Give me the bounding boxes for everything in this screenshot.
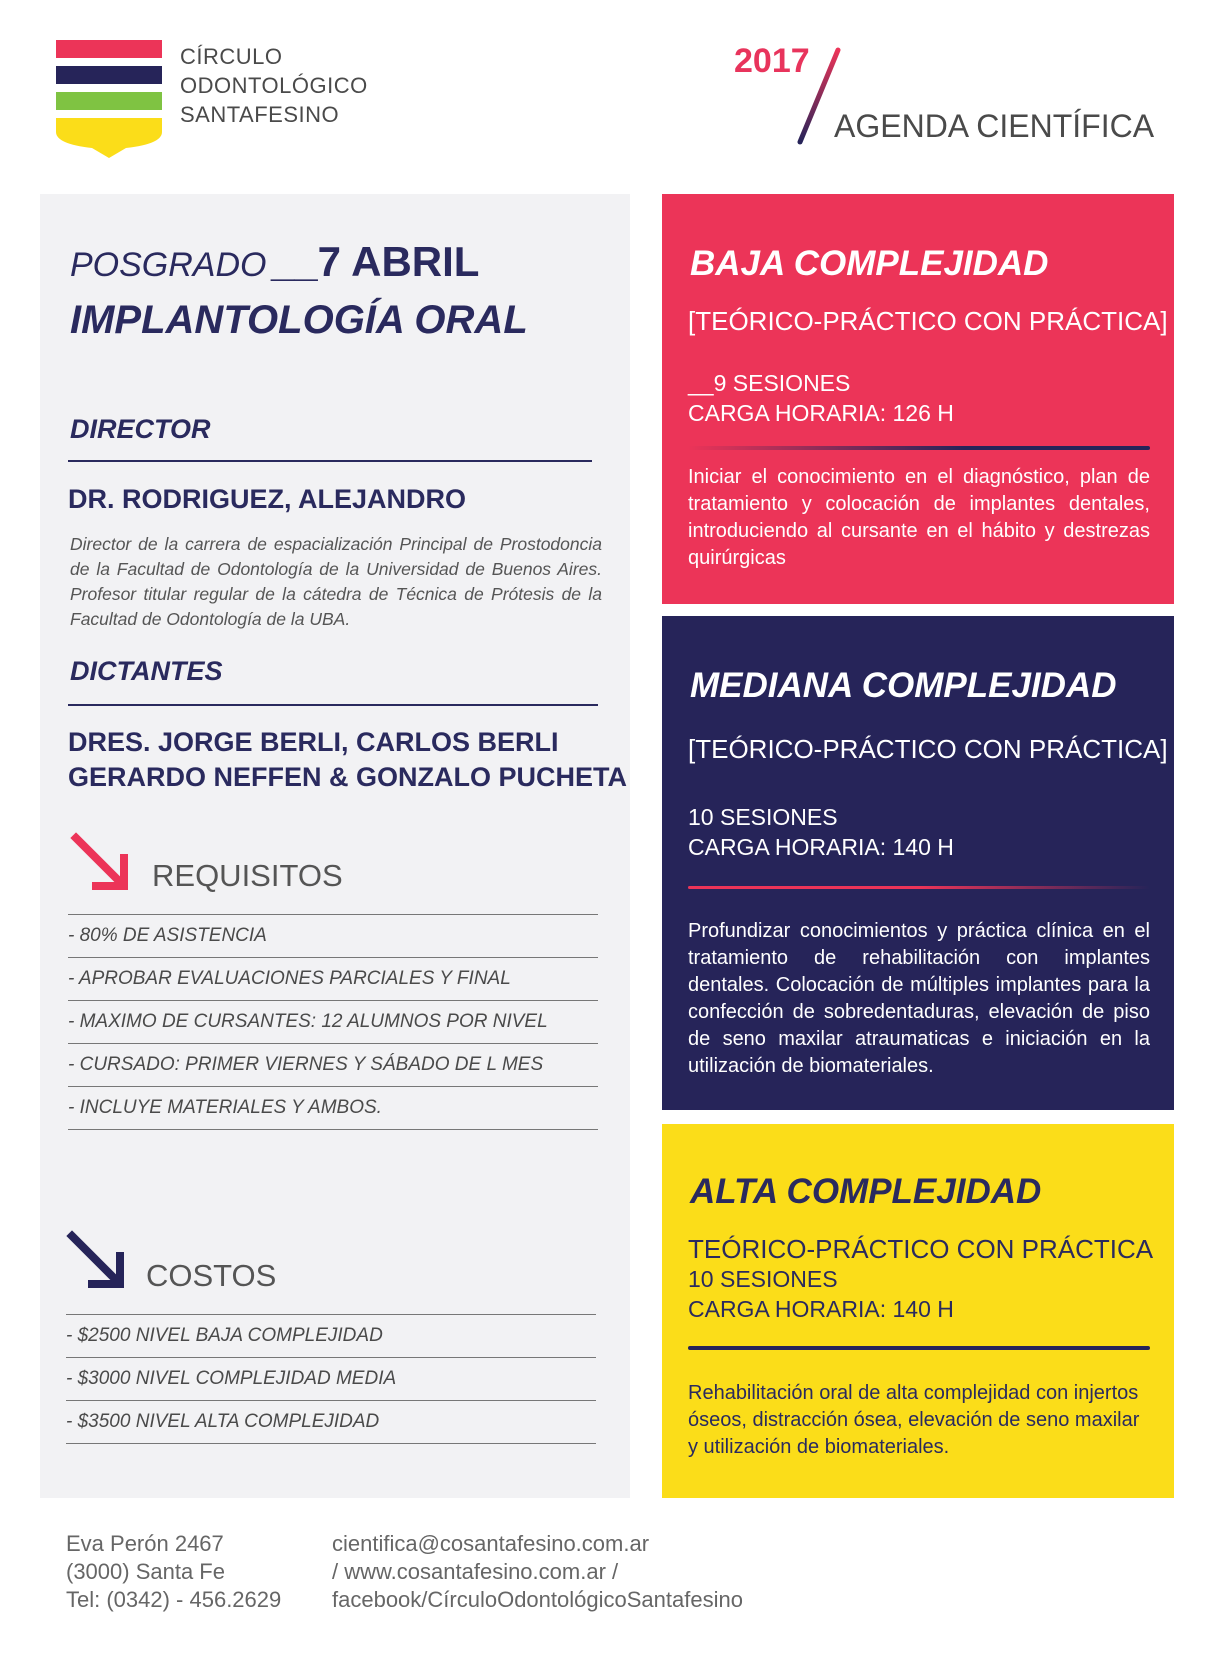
course-kind: POSGRADO (70, 246, 267, 284)
level-sessions: __9 SESIONES (688, 370, 851, 396)
requisitos-list (68, 914, 598, 1130)
level-hours: CARGA HORARIA: 140 H (688, 834, 954, 860)
level-hours: CARGA HORARIA: 140 H (688, 1296, 954, 1322)
website-link[interactable]: / www.cosantafesino.com.ar / (332, 1559, 619, 1584)
level-title: ALTA COMPLEJIDAD (690, 1172, 1042, 1211)
arrow-down-right-icon (70, 832, 132, 894)
director-name: DR. RODRIGUEZ, ALEJANDRO (68, 484, 467, 514)
level-title: BAJA COMPLEJIDAD (690, 244, 1049, 283)
list-item: - MAXIMO DE CURSANTES: 12 ALUMNOS POR NIVEL (68, 1001, 598, 1044)
org-name-line: CÍRCULO (180, 44, 283, 69)
footer-address (66, 1530, 281, 1614)
level-title: MEDIANA COMPLEJIDAD (690, 666, 1117, 705)
arrow-down-right-icon (66, 1230, 128, 1292)
level-sessions: 10 SESIONES (688, 1266, 838, 1292)
list-item: - INCLUYE MATERIALES Y AMBOS. (68, 1087, 598, 1130)
level-subtitle: [TEÓRICO-PRÁCTICO CON PRÁCTICA] (688, 306, 1168, 336)
divider (688, 446, 1150, 450)
level-description: Iniciar el conocimiento en el diagnóstico, plan de tratamiento y colocación de implantes dentales, introduciendo al cursante en el hábito y destrezas quirúrgicas (688, 466, 1150, 569)
requisitos-title: REQUISITOS (152, 858, 343, 893)
email-link[interactable]: cientifica@cosantafesino.com.ar (332, 1531, 650, 1556)
level-description: Profundizar conocimientos y práctica clínica en el tratamiento de rehabilitación con implantes dentales. Colocación de múltiples implantes para la confección de sobredentaduras, elevación de piso de seno maxilar atraumaticas e iniciación en la utilización de biomateriales. (688, 920, 1150, 1077)
address-line: (3000) Santa Fe (66, 1559, 225, 1584)
level-hours: CARGA HORARIA: 126 H (688, 400, 954, 426)
phone: Tel: (0342) - 456.2629 (66, 1587, 282, 1612)
list-item: - $3000 NIVEL COMPLEJIDAD MEDIA (66, 1358, 596, 1401)
org-name-line: ODONTOLÓGICO (180, 73, 368, 98)
course-title: IMPLANTOLOGÍA ORAL (70, 298, 528, 342)
level-subtitle: [TEÓRICO-PRÁCTICO CON PRÁCTICA] (688, 734, 1168, 764)
agenda-title: AGENDA CIENTÍFICA (834, 108, 1155, 144)
dictantes-line: DRES. JORGE BERLI, CARLOS BERLI (68, 727, 559, 757)
level-baja-card (662, 194, 1174, 604)
divider (68, 704, 598, 706)
list-item: - $3500 NIVEL ALTA COMPLEJIDAD (66, 1401, 596, 1444)
level-description: Rehabilitación oral de alta complejidad con injertos óseos, distracción ósea, elevación de seno maxilar y utilización de biomateriales. (688, 1382, 1140, 1458)
facebook-link[interactable]: facebook/CírculoOdontológicoSantafesino (332, 1587, 743, 1612)
list-item: - CURSADO: PRIMER VIERNES Y SÁBADO DE L MES (68, 1044, 598, 1087)
footer-contact (332, 1530, 743, 1614)
org-name-line: SANTAFESINO (180, 102, 340, 127)
course-heading (70, 238, 479, 286)
logo-shield (56, 40, 162, 158)
address-line: Eva Perón 2467 (66, 1531, 224, 1556)
costos-list (66, 1314, 596, 1444)
level-mediana-card (662, 616, 1174, 1110)
costos-title: COSTOS (146, 1258, 277, 1293)
director-label: DIRECTOR (70, 414, 211, 444)
dictantes-label: DICTANTES (70, 656, 223, 686)
list-item: - 80% DE ASISTENCIA (68, 915, 598, 958)
director-bio: Director de la carrera de espacialización Principal de Prostodoncia de la Facultad de Odontología de la Universidad de Buenos Aires. Profesor titular regular de la cátedra de Técnica de Prótesis de la Facultad de Odontología de la UBA. (70, 534, 602, 629)
list-item: - $2500 NIVEL BAJA COMPLEJIDAD (66, 1315, 596, 1358)
level-alta-card (662, 1124, 1174, 1498)
dictantes-line: GERARDO NEFFEN & GONZALO PUCHETA (68, 762, 627, 792)
level-subtitle: TEÓRICO-PRÁCTICO CON PRÁCTICA (688, 1234, 1154, 1264)
list-item: - APROBAR EVALUACIONES PARCIALES Y FINAL (68, 958, 598, 1001)
divider (68, 460, 592, 462)
course-date: __7 ABRIL (270, 238, 480, 285)
org-name (180, 42, 368, 129)
divider (688, 1346, 1150, 1350)
divider (688, 886, 1150, 889)
level-sessions: 10 SESIONES (688, 804, 838, 830)
year: 2017 (734, 42, 810, 80)
